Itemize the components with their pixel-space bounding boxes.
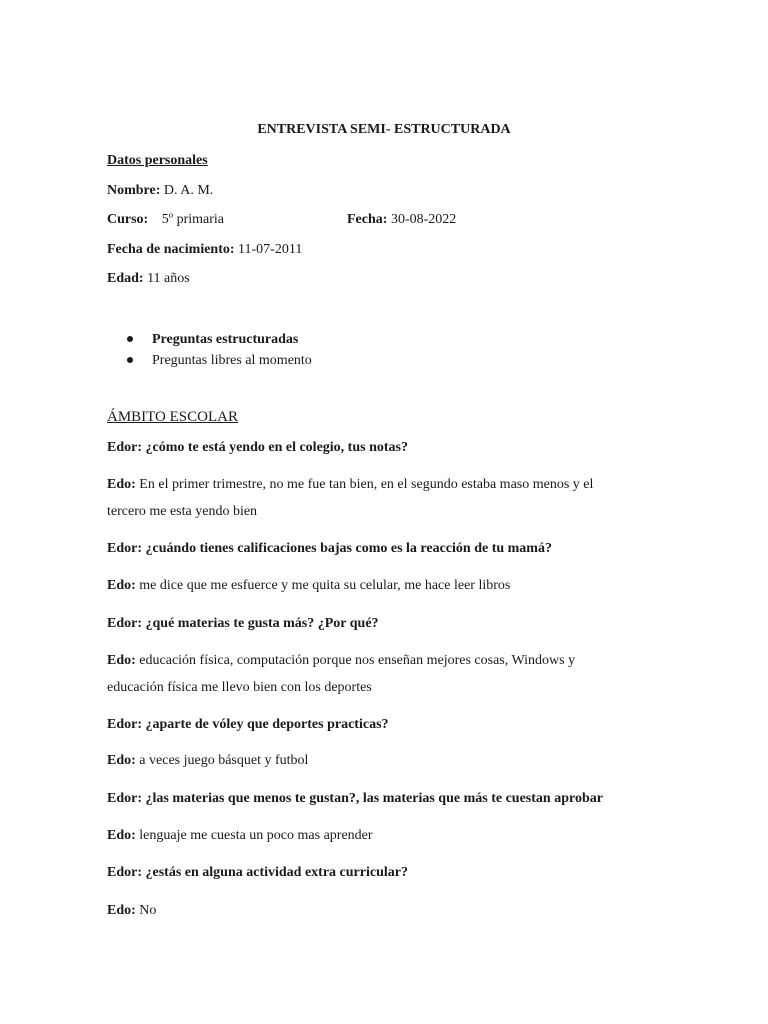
answer: Edo: educación física, computación porque nos enseñan mejores cosas, Windows y (107, 653, 576, 668)
fecha-label: Fecha: (347, 212, 388, 227)
answer: Edo: lenguaje me cuesta un poco mas aprender (107, 828, 373, 843)
fecha-row (347, 211, 456, 229)
curso-row (107, 211, 224, 229)
question: Edor: ¿cuándo tienes calificaciones bajas como es la reacción de tu mamá? (107, 541, 552, 556)
document-title: ENTREVISTA SEMI- ESTRUCTURADA (257, 122, 511, 137)
bullet-list (127, 329, 312, 371)
answer: Edo: No (107, 903, 157, 918)
question: Edor: ¿las materias que menos te gustan?, las materias que más te cuestan aprobar (107, 791, 603, 806)
answer-continuation: educación física me llevo bien con los deportes (107, 680, 372, 695)
edad-value: 11 años (147, 271, 190, 286)
curso-label: Curso: (107, 212, 149, 227)
question: Edor: ¿aparte de vóley que deportes practicas? (107, 717, 389, 732)
answer: Edo: En el primer trimestre, no me fue tan bien, en el segundo estaba maso menos y el (107, 477, 594, 492)
bullet-dot-icon (127, 336, 133, 342)
section-heading: ÁMBITO ESCOLAR (107, 409, 238, 425)
question: Edor: ¿estás en alguna actividad extra curricular? (107, 865, 408, 880)
nombre-value: D. A. M. (163, 183, 214, 198)
answer-continuation: tercero me esta yendo bien (107, 504, 258, 519)
nacimiento-value: 11-07-2011 (238, 242, 303, 257)
edad-label: Edad: (107, 271, 144, 286)
edad-row (107, 270, 190, 288)
bullet-item: Preguntas libres al momento (127, 350, 312, 371)
bullet-item: Preguntas estructuradas (127, 329, 312, 350)
answer: Edo: a veces juego básquet y futbol (107, 753, 309, 768)
nacimiento-row (107, 241, 302, 259)
curso-value: 5º primaria (161, 212, 224, 227)
nombre-row (107, 182, 213, 200)
nacimiento-label: Fecha de nacimiento: (107, 242, 235, 257)
nombre-label: Nombre: (107, 183, 161, 198)
answer: Edo: me dice que me esfuerce y me quita su celular, me hace leer libros (107, 578, 511, 593)
question: Edor: ¿cómo te está yendo en el colegio, tus notas? (107, 440, 408, 455)
bullet-dot-icon (127, 357, 133, 363)
question: Edor: ¿qué materias te gusta más? ¿Por qué? (107, 616, 379, 631)
fecha-value: 30-08-2022 (390, 212, 457, 227)
datos-heading: Datos personales (107, 153, 208, 168)
